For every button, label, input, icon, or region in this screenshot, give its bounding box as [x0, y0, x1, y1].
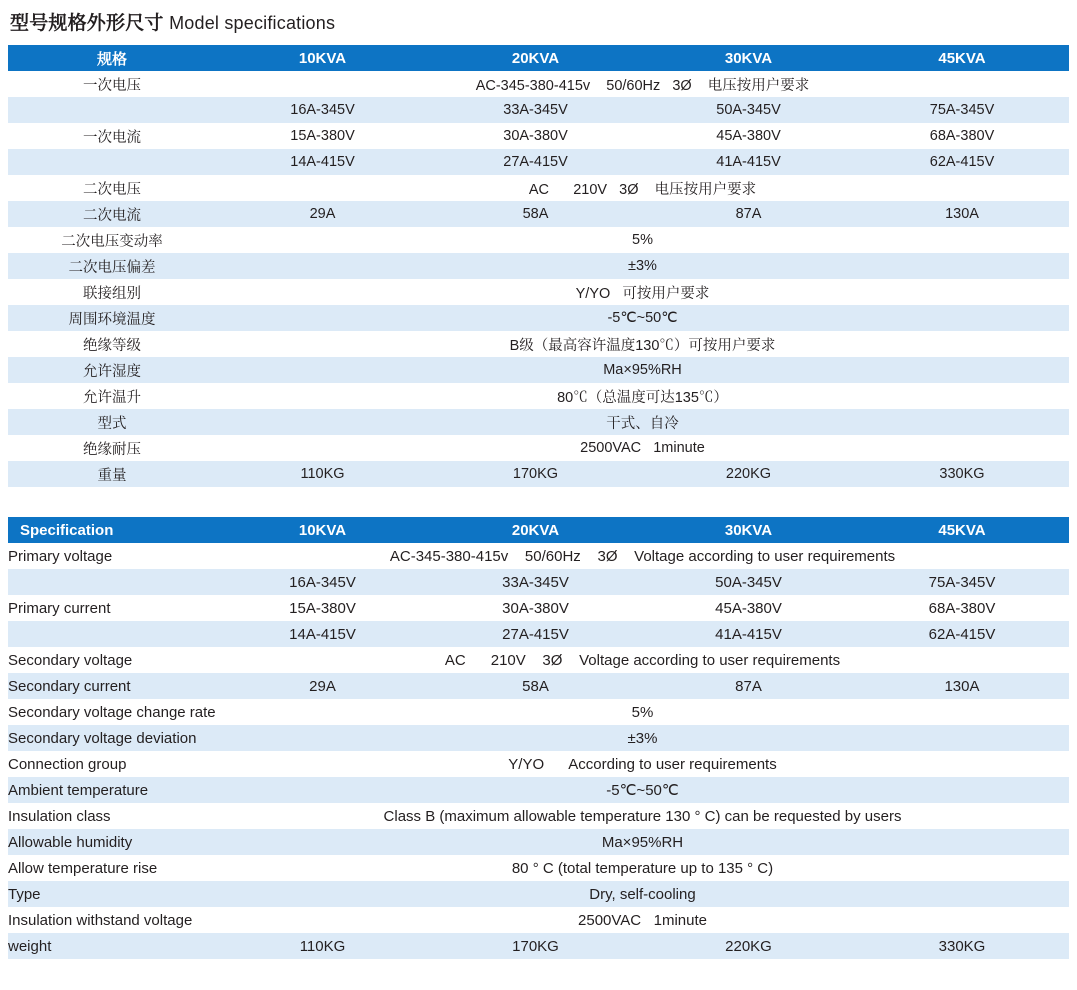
row-value-cell: 29A: [216, 201, 429, 227]
row-value-cell: 220KG: [642, 461, 855, 487]
row-label: Secondary current: [8, 673, 216, 699]
row-label: 一次电压: [8, 71, 216, 97]
row-label: 周围环境温度: [8, 305, 216, 331]
table-row: [8, 725, 1069, 751]
row-label: 型式: [8, 409, 216, 435]
table-row: [8, 907, 1069, 933]
column-header-spec: 规格: [8, 45, 216, 71]
row-value-cell: 58A: [429, 201, 642, 227]
row-value-cell: 27A-415V: [429, 149, 642, 175]
row-value-cell: 15A-380V: [216, 595, 429, 621]
row-value-cell: 14A-415V: [216, 149, 429, 175]
table-row: [8, 699, 1069, 725]
row-label: Allowable humidity: [8, 829, 216, 855]
row-value-cell: 68A-380V: [855, 123, 1069, 149]
column-header-30kva: 30KVA: [642, 517, 855, 543]
table-row: [8, 621, 1069, 647]
table-row: [8, 647, 1069, 673]
row-value-merged: ±3%: [216, 253, 1069, 279]
row-value-cell: 75A-345V: [855, 569, 1069, 595]
row-label: 二次电流: [8, 201, 216, 227]
row-label: 重量: [8, 461, 216, 487]
page-title: [8, 0, 1069, 45]
table-header-row: [8, 517, 1069, 543]
row-value-cell: 330KG: [855, 933, 1069, 959]
table-row: [8, 409, 1069, 435]
row-value-merged: AC 210V 3Ø Voltage according to user requirements: [216, 647, 1069, 673]
table-header-row: [8, 45, 1069, 71]
row-label: Secondary voltage: [8, 647, 216, 673]
table-row: [8, 881, 1069, 907]
table-row: [8, 279, 1069, 305]
table-row: [8, 201, 1069, 227]
row-value-cell: 170KG: [429, 461, 642, 487]
row-value-merged: AC 210V 3Ø 电压按用户要求: [216, 175, 1069, 201]
table-row: [8, 933, 1069, 959]
row-value-merged: Ma×95%RH: [216, 357, 1069, 383]
column-header-45kva: 45KVA: [855, 517, 1069, 543]
table-row: [8, 357, 1069, 383]
column-header-10kva: 10KVA: [216, 517, 429, 543]
table-row: [8, 595, 1069, 621]
row-value-cell: 50A-345V: [642, 97, 855, 123]
row-value-merged: 2500VAC 1minute: [216, 907, 1069, 933]
row-label: 二次电压变动率: [8, 227, 216, 253]
row-label: Type: [8, 881, 216, 907]
row-label: [8, 149, 216, 175]
row-label: Ambient temperature: [8, 777, 216, 803]
row-value-merged: ±3%: [216, 725, 1069, 751]
row-value-cell: 30A-380V: [429, 123, 642, 149]
row-value-merged: 80 ° C (total temperature up to 135 ° C): [216, 855, 1069, 881]
table-row: [8, 777, 1069, 803]
row-label: 二次电压偏差: [8, 253, 216, 279]
table-row: [8, 855, 1069, 881]
column-header-10kva: 10KVA: [216, 45, 429, 71]
row-value-merged: -5℃~50℃: [216, 305, 1069, 331]
row-value-merged: Y/YO 可按用户要求: [216, 279, 1069, 305]
table-spacer: [8, 487, 1069, 515]
table-row: [8, 383, 1069, 409]
row-value-cell: 68A-380V: [855, 595, 1069, 621]
row-value-cell: 14A-415V: [216, 621, 429, 647]
spec-table-chinese: [8, 45, 1069, 487]
row-value-merged: AC-345-380-415v 50/60Hz 3Ø 电压按用户要求: [216, 71, 1069, 97]
row-value-merged: -5℃~50℃: [216, 777, 1069, 803]
table-header-english: [8, 517, 1069, 543]
row-label: [8, 621, 216, 647]
row-value-merged: B级（最高容许温度130℃）可按用户要求: [216, 331, 1069, 357]
row-value-cell: 50A-345V: [642, 569, 855, 595]
row-label: Connection group: [8, 751, 216, 777]
table-body-chinese: [8, 71, 1069, 487]
table-row: [8, 673, 1069, 699]
row-label: Primary current: [8, 595, 216, 621]
row-value-merged: 80℃（总温度可达135℃）: [216, 383, 1069, 409]
row-value-cell: 87A: [642, 201, 855, 227]
table-row: [8, 331, 1069, 357]
column-header-45kva: 45KVA: [855, 45, 1069, 71]
table-row: [8, 803, 1069, 829]
table-row: [8, 543, 1069, 569]
row-label: [8, 97, 216, 123]
row-label: 二次电压: [8, 175, 216, 201]
table-row: [8, 829, 1069, 855]
row-value-cell: 45A-380V: [642, 123, 855, 149]
table-row: [8, 175, 1069, 201]
row-value-cell: 16A-345V: [216, 97, 429, 123]
row-label: 一次电流: [8, 123, 216, 149]
row-label: 允许湿度: [8, 357, 216, 383]
row-label: 联接组别: [8, 279, 216, 305]
row-label: Secondary voltage deviation: [8, 725, 216, 751]
row-value-cell: 58A: [429, 673, 642, 699]
row-value-merged: 5%: [216, 227, 1069, 253]
row-label: 绝缘耐压: [8, 435, 216, 461]
row-value-merged: AC-345-380-415v 50/60Hz 3Ø Voltage according to user requirements: [216, 543, 1069, 569]
row-value-merged: Class B (maximum allowable temperature 130 ° C) can be requested by users: [216, 803, 1069, 829]
row-value-cell: 110KG: [216, 933, 429, 959]
row-value-cell: 45A-380V: [642, 595, 855, 621]
column-header-specification: Specification: [8, 517, 216, 543]
spec-table-english: [8, 517, 1069, 959]
table-body-english: [8, 543, 1069, 959]
row-value-merged: Y/YO According to user requirements: [216, 751, 1069, 777]
row-label: Primary voltage: [8, 543, 216, 569]
table-row: [8, 149, 1069, 175]
table-row: [8, 435, 1069, 461]
row-value-merged: 干式、自冷: [216, 409, 1069, 435]
table-row: [8, 71, 1069, 97]
row-value-cell: 30A-380V: [429, 595, 642, 621]
table-row: [8, 253, 1069, 279]
row-value-cell: 33A-345V: [429, 569, 642, 595]
row-value-cell: 62A-415V: [855, 149, 1069, 175]
row-value-cell: 33A-345V: [429, 97, 642, 123]
row-value-merged: Dry, self-cooling: [216, 881, 1069, 907]
row-value-cell: 27A-415V: [429, 621, 642, 647]
row-label: 绝缘等级: [8, 331, 216, 357]
table-row: [8, 751, 1069, 777]
row-label: [8, 569, 216, 595]
row-label: Secondary voltage change rate: [8, 699, 216, 725]
row-label: Insulation withstand voltage: [8, 907, 216, 933]
row-label: Allow temperature rise: [8, 855, 216, 881]
row-value-cell: 41A-415V: [642, 149, 855, 175]
page-title-en: Model specifications: [169, 13, 336, 33]
row-value-cell: 41A-415V: [642, 621, 855, 647]
row-value-cell: 220KG: [642, 933, 855, 959]
row-value-cell: 130A: [855, 201, 1069, 227]
column-header-30kva: 30KVA: [642, 45, 855, 71]
row-value-merged: 5%: [216, 699, 1069, 725]
table-row: [8, 123, 1069, 149]
row-value-merged: Ma×95%RH: [216, 829, 1069, 855]
row-value-cell: 170KG: [429, 933, 642, 959]
row-value-cell: 15A-380V: [216, 123, 429, 149]
row-value-cell: 330KG: [855, 461, 1069, 487]
table-row: [8, 97, 1069, 123]
table-row: [8, 227, 1069, 253]
table-header-chinese: [8, 45, 1069, 71]
row-value-merged: 2500VAC 1minute: [216, 435, 1069, 461]
page-title-cn: 型号规格外形尺寸: [10, 13, 164, 34]
row-value-cell: 62A-415V: [855, 621, 1069, 647]
row-value-cell: 75A-345V: [855, 97, 1069, 123]
row-value-cell: 29A: [216, 673, 429, 699]
row-value-cell: 87A: [642, 673, 855, 699]
row-label: weight: [8, 933, 216, 959]
row-value-cell: 110KG: [216, 461, 429, 487]
column-header-20kva: 20KVA: [429, 45, 642, 71]
table-row: [8, 305, 1069, 331]
table-row: [8, 569, 1069, 595]
row-label: Insulation class: [8, 803, 216, 829]
column-header-20kva: 20KVA: [429, 517, 642, 543]
row-value-cell: 16A-345V: [216, 569, 429, 595]
row-value-cell: 130A: [855, 673, 1069, 699]
table-row: [8, 461, 1069, 487]
row-label: 允许温升: [8, 383, 216, 409]
